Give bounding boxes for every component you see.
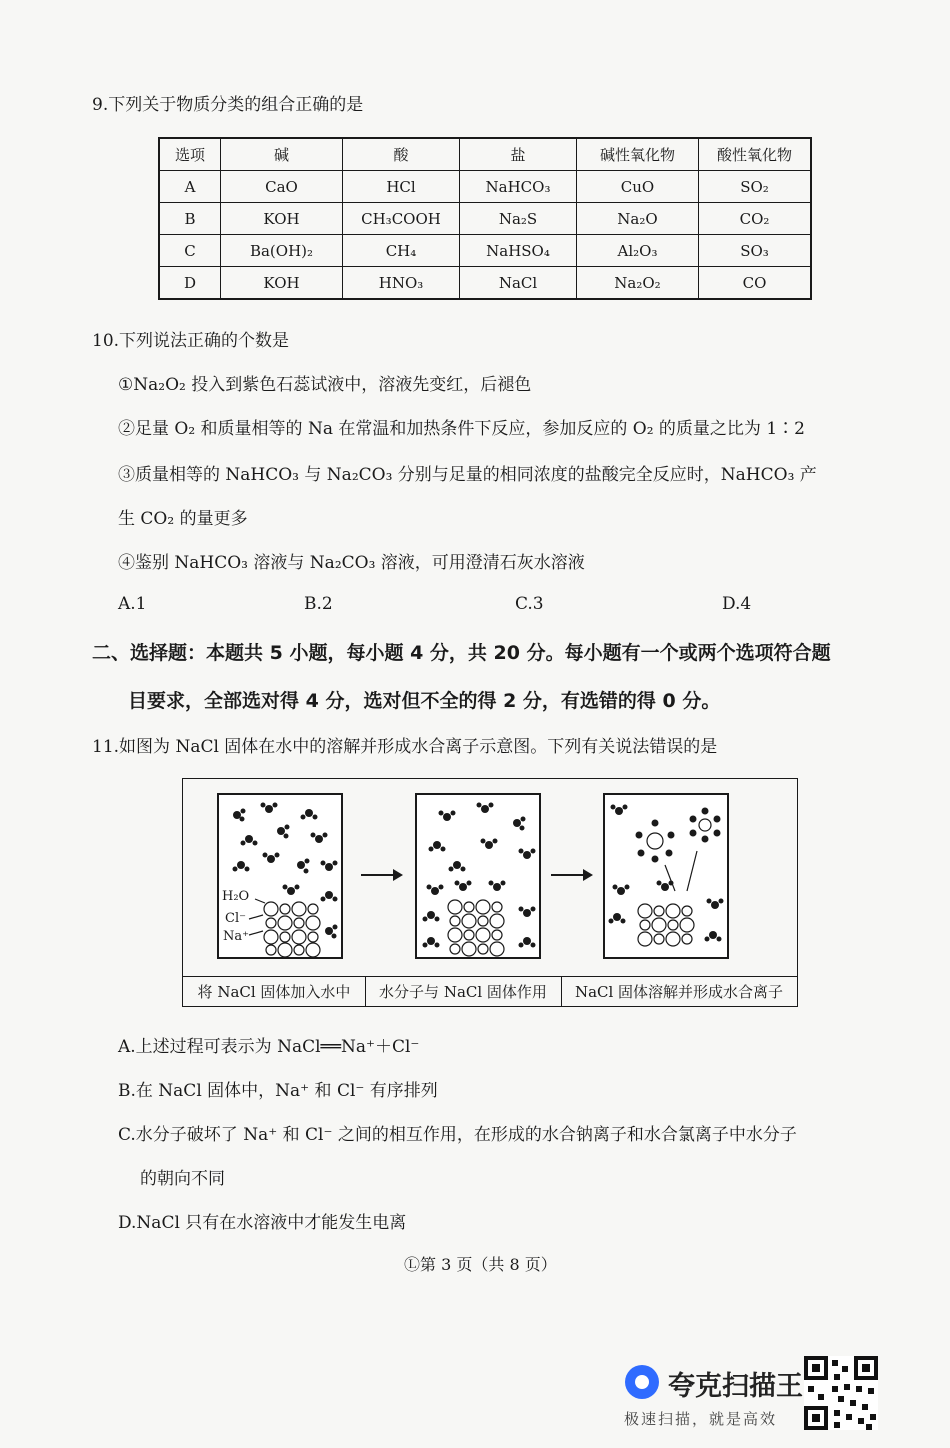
arrow-right-icon	[361, 874, 401, 876]
q10-option-c: C.3	[515, 594, 544, 614]
table-cell: Na₂O	[577, 203, 699, 235]
arrow-right-icon	[551, 874, 591, 876]
section-heading-line2: 目要求，全部选对得 4 分，选对但不全的得 2 分，有选错的得 0 分。	[128, 690, 721, 712]
caption-1: 将 NaCl 固体加入水中	[197, 983, 351, 1001]
table-cell: KOH	[221, 267, 343, 300]
table-row	[159, 203, 811, 235]
table-cell: HNO₃	[343, 267, 460, 300]
page-number: Ⓛ第 3 页（共 8 页）	[404, 1255, 557, 1274]
caption-3: NaCl 固体溶解并形成水合离子	[574, 983, 784, 1001]
q10-statement-3: ③质量相等的 NaHCO₃ 与 Na₂CO₃ 分别与足量的相同浓度的盐酸完全反应时，NaHCO₃ 产	[118, 465, 817, 485]
table-row	[159, 235, 811, 267]
table-header: 酸	[343, 138, 460, 171]
table-row	[159, 267, 811, 300]
q11-option-d: D.NaCl 只有在水溶液中才能发生电离	[118, 1213, 407, 1233]
nacl-dissolution-figure	[182, 778, 798, 1007]
molecules-illustration-2	[417, 795, 539, 957]
table-header: 碱	[221, 138, 343, 171]
table-cell: CaO	[221, 171, 343, 203]
table-cell: C	[159, 235, 221, 267]
q10-option-d: D.4	[722, 594, 752, 614]
table-header: 酸性氧化物	[699, 138, 812, 171]
panel-water-interaction	[415, 793, 541, 959]
qr-code-icon	[804, 1356, 878, 1430]
figure-caption-row	[183, 976, 797, 1007]
table-cell: SO₃	[699, 235, 812, 267]
scanner-logo-icon	[622, 1362, 662, 1402]
q11-stem: 11.如图为 NaCl 固体在水中的溶解并形成水合离子示意图。下列有关说法错误的是	[92, 737, 718, 757]
table-cell: CO	[699, 267, 812, 300]
section-heading-line1: 二、选择题：本题共 5 小题，每小题 4 分，共 20 分。每小题有一个或两个选项符合题	[92, 642, 831, 664]
q10-option-a: A.1	[118, 594, 147, 614]
table-cell: CH₃COOH	[343, 203, 460, 235]
q10-statement-3-cont: 生 CO₂ 的量更多	[118, 509, 248, 529]
q10-stem: 10.下列说法正确的个数是	[92, 331, 290, 351]
table-cell: NaHCO₃	[460, 171, 577, 203]
q10-statement-1: ①Na₂O₂ 投入到紫色石蕊试液中，溶液先变红，后褪色	[118, 375, 532, 395]
molecules-illustration-3	[605, 795, 727, 957]
table-cell: SO₂	[699, 171, 812, 203]
table-cell: HCl	[343, 171, 460, 203]
label-h2o: H₂O	[222, 889, 250, 904]
scanner-slogan: 极速扫描，就是高效	[624, 1410, 778, 1428]
table-header: 碱性氧化物	[577, 138, 699, 171]
table-cell: A	[159, 171, 221, 203]
scanner-brand: 夸克扫描王	[668, 1371, 803, 1402]
table-header: 盐	[460, 138, 577, 171]
caption-2: 水分子与 NaCl 固体作用	[379, 983, 547, 1001]
q11-option-c: C.水分子破坏了 Na⁺ 和 Cl⁻ 之间的相互作用，在形成的水合钠离子和水合氯离子中水分子	[118, 1125, 797, 1145]
table-cell: CH₄	[343, 235, 460, 267]
table-header-row	[159, 138, 811, 171]
table-cell: Ba(OH)₂	[221, 235, 343, 267]
q10-statement-4: ④鉴别 NaHCO₃ 溶液与 Na₂CO₃ 溶液，可用澄清石灰水溶液	[118, 553, 585, 573]
q11-option-b: B.在 NaCl 固体中，Na⁺ 和 Cl⁻ 有序排列	[118, 1081, 438, 1101]
panel-hydrated-ions	[603, 793, 729, 959]
table-header: 选项	[159, 138, 221, 171]
table-cell: B	[159, 203, 221, 235]
q10-option-b: B.2	[304, 594, 333, 614]
q10-statement-2: ②足量 O₂ 和质量相等的 Na 在常温和加热条件下反应，参加反应的 O₂ 的质量之比为 1∶2	[118, 419, 805, 439]
table-cell: CO₂	[699, 203, 812, 235]
table-cell: Na₂O₂	[577, 267, 699, 300]
q11-option-c-cont: 的朝向不同	[140, 1169, 225, 1189]
panel-add-nacl	[217, 793, 343, 959]
table-cell: CuO	[577, 171, 699, 203]
label-cl-ion: Cl⁻	[225, 911, 246, 926]
table-cell: Al₂O₃	[577, 235, 699, 267]
table-cell: NaCl	[460, 267, 577, 300]
table-row	[159, 171, 811, 203]
classification-table	[158, 137, 812, 300]
q11-option-a: A.上述过程可表示为 NaCl══Na⁺＋Cl⁻	[118, 1037, 420, 1057]
table-cell: Na₂S	[460, 203, 577, 235]
table-cell: D	[159, 267, 221, 300]
q9-stem: 9.下列关于物质分类的组合正确的是	[92, 95, 364, 115]
label-na-ion: Na⁺	[223, 929, 249, 944]
table-cell: KOH	[221, 203, 343, 235]
table-cell: NaHSO₄	[460, 235, 577, 267]
